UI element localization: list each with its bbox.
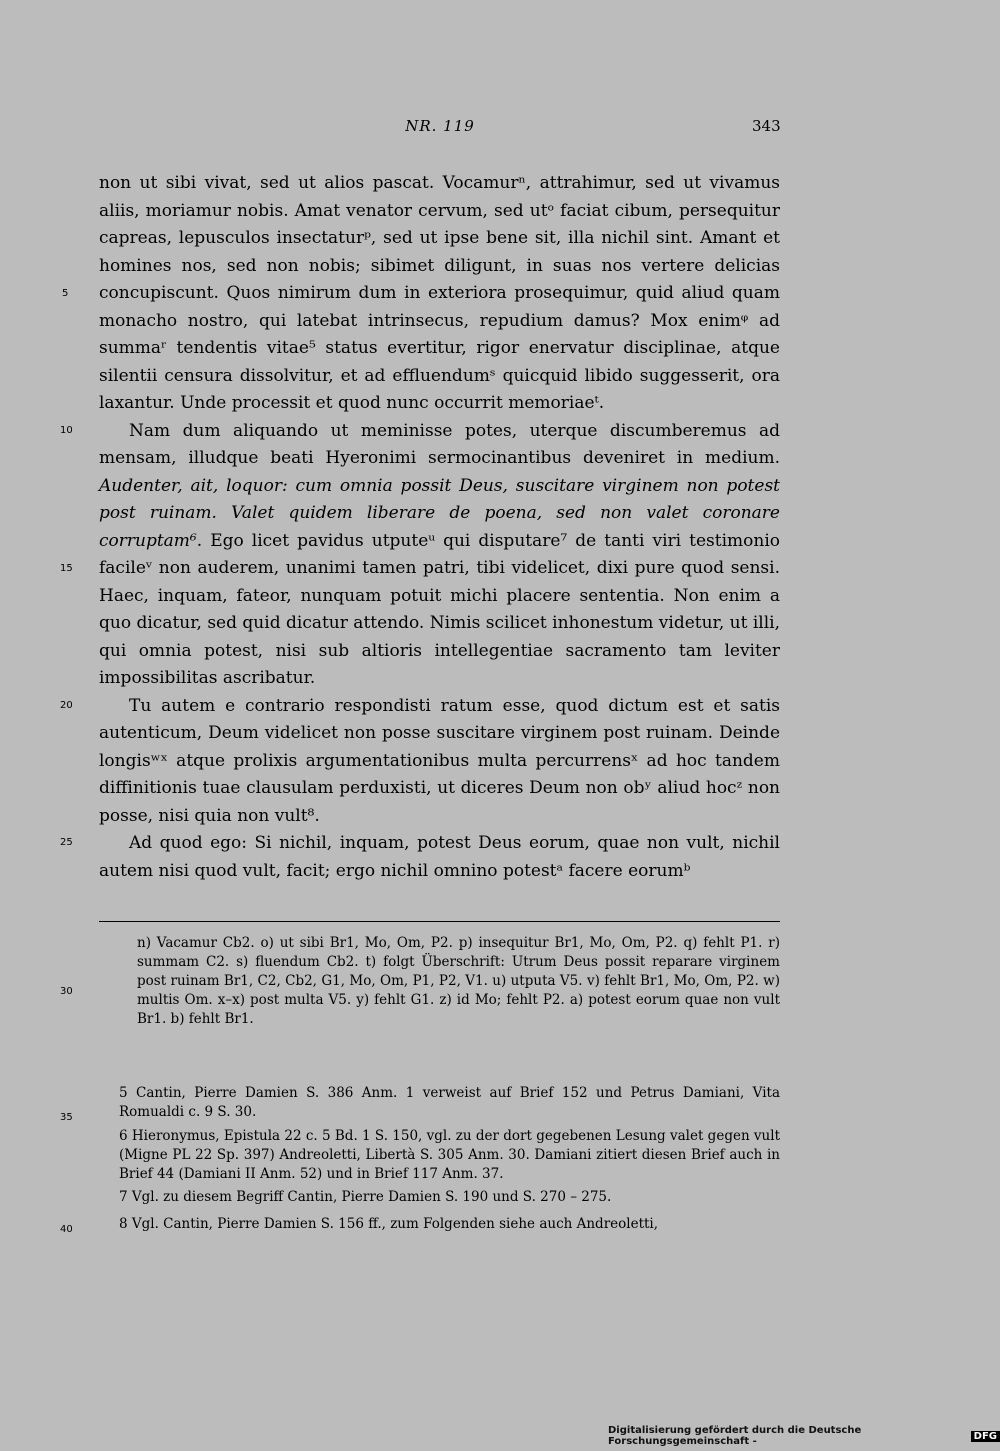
page-number: 343: [752, 117, 781, 135]
line-number: 25: [60, 837, 73, 848]
running-header-title: NR. 119: [405, 117, 475, 135]
paragraph-4: Ad quod ego: Si nichil, inquam, potest Deus eorum, quae non vult, nichil autem nisi quod vult, facit; ergo nichil omnino potestᵃ facere eorumᵇ: [99, 833, 780, 881]
footnote-divider: [99, 921, 780, 922]
line-number: 40: [60, 1224, 73, 1235]
line-number: 15: [60, 563, 73, 574]
critical-apparatus: n) Vacamur Cb2. o) ut sibi Br1, Mo, Om, P2. p) insequitur Br1, Mo, Om, P2. q) fehlt P1. r) summam C2. s) fluendum Cb2. t) folgt Überschrift: Utrum Deus possit reparare virginem post ruinam Br1, C2, Cb2, G1, Mo, Om, P1, P2, V1. u) utputa V5. v) fehlt Br1, Mo, Om, P2. w) multis Om. x–x) post multa V5. y) fehlt G1. z) id Mo; fehlt P2. a) potest eorum quae non vult Br1. b) fehlt Br1.: [137, 935, 780, 1027]
source-note: 5 Cantin, Pierre Damien S. 386 Anm. 1 verweist auf Brief 152 und Petrus Damiani, Vita Romualdi c. 9 S. 30.: [119, 1085, 780, 1120]
line-number: 10: [60, 425, 73, 436]
line-number: 35: [60, 1112, 73, 1123]
main-text: [99, 170, 780, 885]
line-number: 30: [60, 986, 73, 997]
funding-text: Digitalisierung gefördert durch die Deutsche Forschungsgemeinschaft -: [608, 1425, 862, 1447]
source-note: 7 Vgl. zu diesem Begriff Cantin, Pierre Damien S. 190 und S. 270 – 275.: [119, 1189, 612, 1205]
paragraph-3: Tu autem e contrario respondisti ratum esse, quod dictum est et satis autenticum, Deum videlicet non posse suscitare virginem post ruinam. Deinde longisʷˣ atque prolixis argumentationibus multa percurrensˣ ad hoc tandem diffinitionis tuae clausulam perduxisti, ut diceres Deum non obʸ aliud hocᶻ non posse, nisi quia non vult⁸.: [99, 695, 780, 826]
line-number: 20: [60, 700, 73, 711]
paragraph-2-intro: Nam dum aliquando ut meminisse potes, uterque discumberemus ad mensam, illudque beati Hyeronimi sermocinantibus deveniret in medium.: [99, 420, 780, 468]
paragraph-2-quote: Audenter, ait, loquor: cum omnia possit Deus, suscitare virginem non potest post ruinam. Valet quidem liberare de poena, sed non valet coronare corruptam⁶: [99, 475, 780, 551]
source-note: 8 Vgl. Cantin, Pierre Damien S. 156 ff., zum Folgenden siehe auch Andreoletti,: [119, 1216, 659, 1232]
source-note: 6 Hieronymus, Epistula 22 c. 5 Bd. 1 S. 150, vgl. zu der dort gegebenen Lesung valet gegen vult (Migne PL 22 Sp. 397) Andreoletti, Libertà S. 305 Anm. 30. Damiani zitiert diesen Brief auch in Brief 44 (Damiani II Anm. 52) und in Brief 117 Anm. 37.: [119, 1128, 780, 1182]
dfg-logo: DFG: [971, 1431, 1000, 1442]
funding-footer: [608, 1425, 1000, 1447]
paragraph-2-rest: . Ego licet pavidus utputeᵘ qui disputare⁷ de tanti viri testimonio facileᵛ non auderem, unanimi tamen patri, tibi videlicet, dixi pure quod sensi. Haec, inquam, fateor, nunquam potuit michi placere sententia. Non enim a quo dicatur, sed quid dicatur attendo. Nimis scilicet inhonestum videtur, ut illi, qui omnia potest, nisi sub altioris intellegentiae sacramento tam leviter impossibilitas ascribatur.: [99, 530, 780, 688]
paragraph-2: [99, 418, 780, 693]
line-number: 5: [62, 288, 69, 299]
paragraph-1: non ut sibi vivat, sed ut alios pascat. Vocamurⁿ, attrahimur, sed ut vivamus aliis, moriamur nobis. Amat venator cervum, sed utᵒ faciat cibum, persequitur capreas, lepusculos insectaturᵖ, sed ut ipse bene sit, illa nichil sint. Amant et homines nos, sed non nobis; sibimet diligunt, in suas nos vertere delicias concupiscunt. Quos nimirum dum in exteriora prosequimur, quid aliud quam monacho nostro, qui latebat intrinsecus, repudium damus? Mox enimᵠ ad summaʳ tendentis vitae⁵ status evertitur, rigor enervatur disciplinae, atque silentii censura dissolvitur, et ad effluendumˢ quicquid libido suggesserit, ora laxantur. Unde processit et quod nunc occurrit memoriaeᵗ.: [99, 173, 780, 413]
